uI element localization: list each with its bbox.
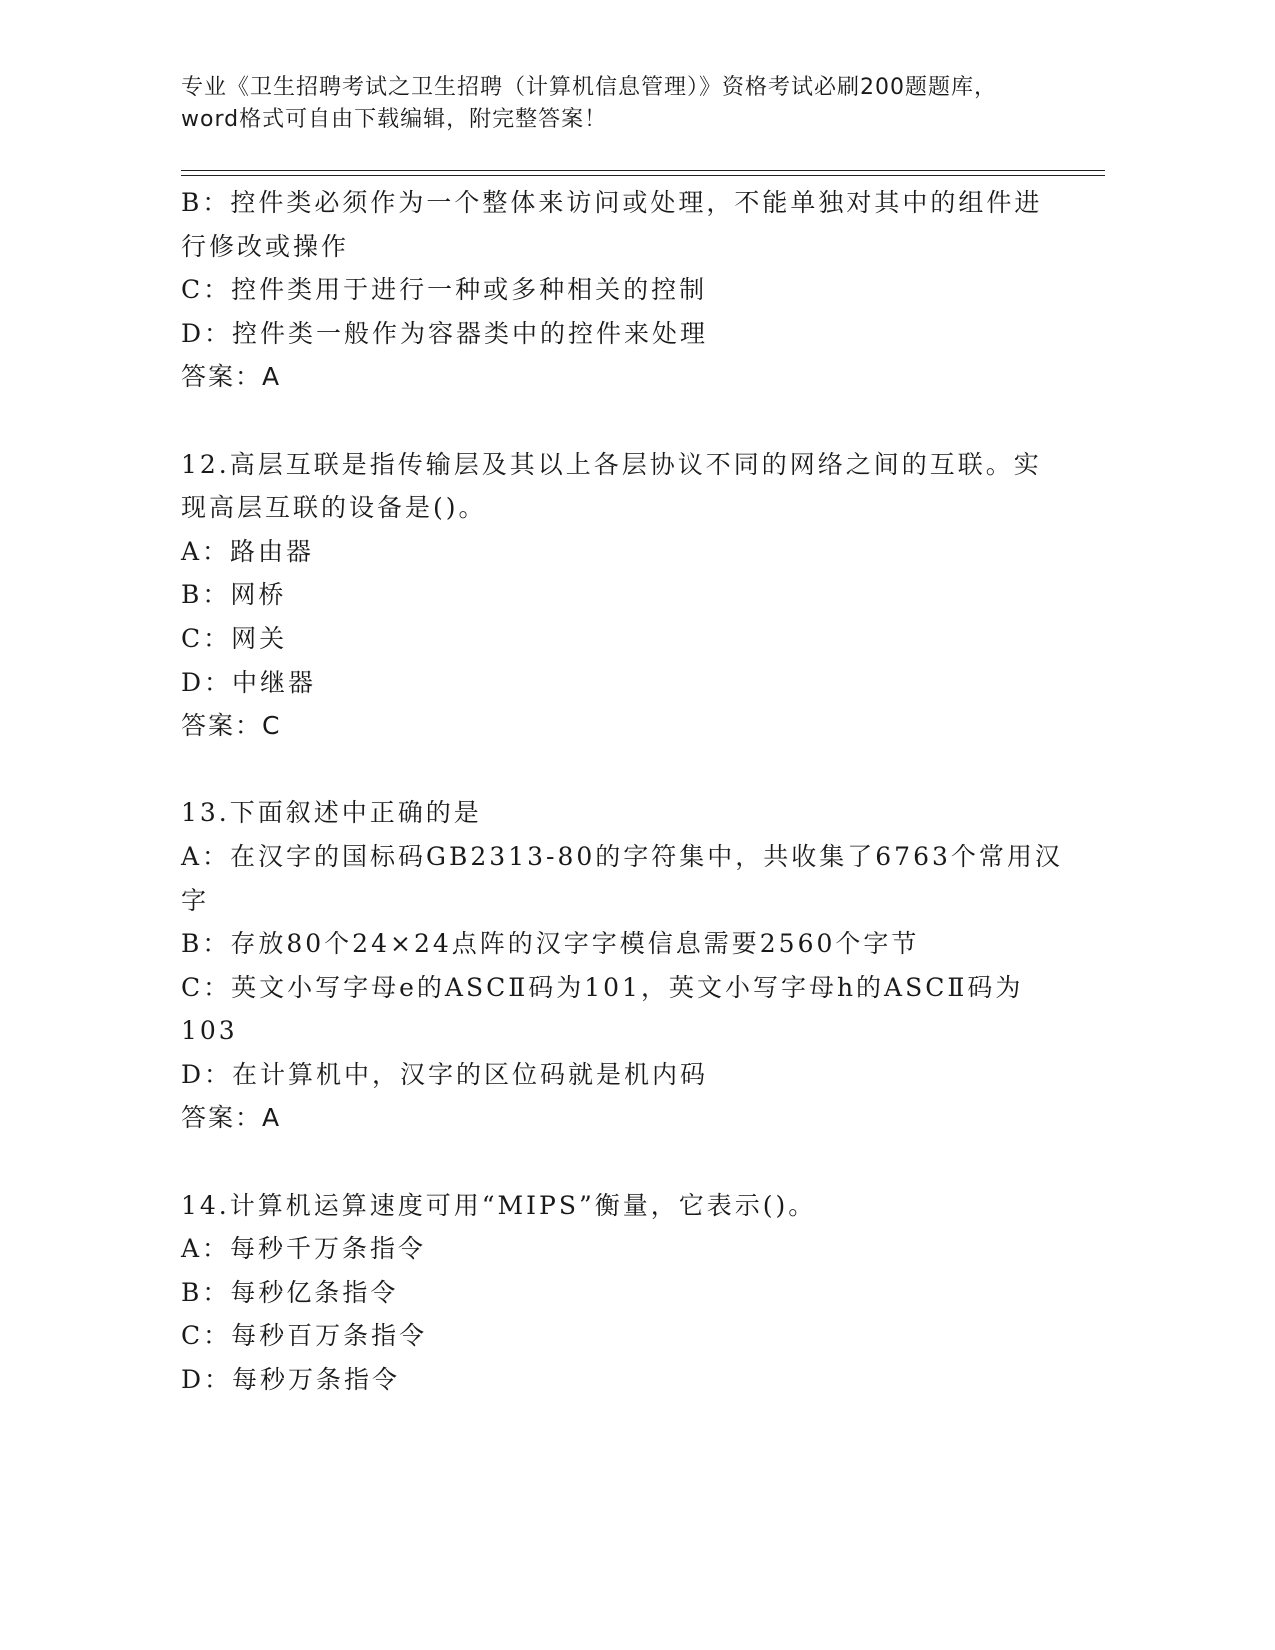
question-11 (181, 181, 1051, 399)
header-line-2: word格式可自由下载编辑，附完整答案！ (181, 107, 608, 132)
spacer (181, 399, 1051, 443)
q12-answer: 答案：C (181, 711, 282, 741)
header-divider-bottom (181, 175, 1105, 176)
q12-stem-line1: 12.高层互联是指传输层及其以上各层协议不同的网络之间的互联。实 (181, 449, 1042, 479)
q11-option-b-line1: B：控件类必须作为一个整体来访问或处理，不能单独对其中的组件进 (181, 188, 1043, 217)
question-13 (181, 791, 1063, 1140)
q13-option-a-line1: A：在汉字的国标码GB2313-80的字符集中，共收集了6763个常用汉 (181, 841, 1063, 871)
q12-option-c: C：网关 (181, 623, 288, 653)
q13-option-c-line2: 103 (181, 1016, 238, 1046)
document-header (181, 72, 1061, 136)
spacer (181, 748, 1051, 792)
question-12 (181, 443, 1051, 748)
q14-option-b: B：每秒亿条指令 (181, 1277, 399, 1307)
q13-answer: 答案：A (181, 1103, 282, 1133)
q11-option-b-line2: 行修改或操作 (181, 231, 350, 261)
q13-option-d: D：在计算机中，汉字的区位码就是机内码 (181, 1059, 709, 1089)
header-line-1: 专业《卫生招聘考试之卫生招聘（计算机信息管理）》资格考试必刷200题题库， (181, 75, 997, 100)
q12-option-a: A：路由器 (181, 536, 315, 566)
q14-option-d: D：每秒万条指令 (181, 1365, 401, 1395)
question-14 (181, 1184, 1051, 1402)
q14-stem: 14.计算机运算速度可用“MIPS”衡量，它表示()。 (181, 1190, 817, 1220)
q12-stem-line2: 现高层互联的设备是()。 (181, 493, 487, 523)
q12-option-b: B：网桥 (181, 580, 287, 610)
q12-option-d: D：中继器 (181, 667, 317, 697)
q13-stem: 13.下面叙述中正确的是 (181, 798, 482, 828)
q13-option-c-line1: C：英文小写字母e的ASCⅡ码为101，英文小写字母h的ASCⅡ码为 (181, 972, 1024, 1002)
q11-option-d: D：控件类一般作为容器类中的控件来处理 (181, 318, 709, 348)
q11-option-c: C：控件类用于进行一种或多种相关的控制 (181, 275, 708, 305)
q13-option-a-line2: 字 (181, 885, 210, 915)
spacer (181, 1140, 1051, 1184)
q11-answer: 答案：A (181, 362, 282, 392)
q14-option-a: A：每秒千万条指令 (181, 1234, 427, 1264)
q13-option-b: B：存放80个24×24点阵的汉字字模信息需要2560个字节 (181, 929, 920, 959)
q14-option-c: C：每秒百万条指令 (181, 1321, 428, 1351)
question-list (181, 181, 1063, 1402)
header-divider-top (181, 170, 1105, 171)
